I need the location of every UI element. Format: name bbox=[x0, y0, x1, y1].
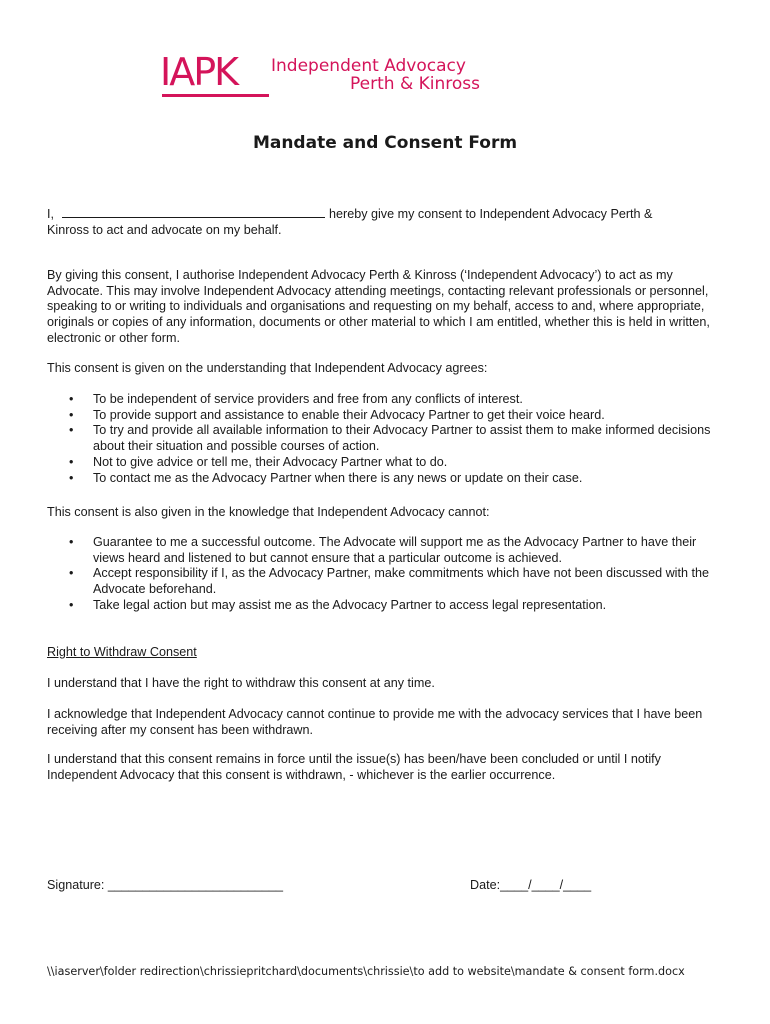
list-item: • To be independent of service providers and free from any conflicts of interest. bbox=[69, 392, 523, 406]
consent-continuation: Kinross to act and advocate on my behalf. bbox=[47, 222, 282, 237]
agrees-intro: This consent is given on the understanding that Independent Advocacy agrees: bbox=[47, 361, 488, 375]
logo-name-line2: Perth & Kinross bbox=[350, 74, 480, 94]
bullet-icon: • bbox=[69, 423, 74, 438]
bullet-icon: • bbox=[69, 535, 74, 549]
date-label: Date:____/____/____ bbox=[470, 878, 592, 892]
organisation-logo bbox=[160, 50, 540, 98]
agrees-list bbox=[47, 392, 719, 486]
bullet-icon: • bbox=[69, 392, 74, 406]
withdraw-paragraph-2: I acknowledge that Independent Advocacy cannot continue to provide me with the advocacy services that I have been receiving after my consent has been withdrawn. bbox=[47, 707, 703, 737]
document-file-path: \\iaserver\folder redirection\chrissiepritchard\documents\chrissie\to add to website\mandate & consent form.docx bbox=[47, 965, 685, 978]
withdraw-heading: Right to Withdraw Consent bbox=[47, 645, 197, 659]
bullet-icon: • bbox=[69, 454, 74, 469]
signature-label: Signature: _________________________ bbox=[47, 878, 284, 892]
name-blank-line[interactable] bbox=[62, 206, 325, 218]
consent-prefix: I, bbox=[47, 207, 54, 221]
logo-underline bbox=[162, 94, 269, 97]
list-item: • Take legal action but may assist me as the Advocacy Partner to access legal representation. bbox=[69, 597, 607, 612]
authorise-paragraph: By giving this consent, I authorise Independent Advocacy Perth & Kinross (‘Independent Advocacy’) to act as my Advocate. This may involve Independent Advocacy attending meetings, contacting relevant professionals or personnel, speaking to or writing to individuals and organisations and requesting on my behalf, access to and, where appropriate, originals or copies of any information, documents or other material to which I am entitled, whether this is held in written, electronic or other form. bbox=[47, 268, 710, 345]
signature-field[interactable] bbox=[47, 878, 283, 892]
cannot-list bbox=[47, 535, 719, 614]
list-item: • To contact me as the Advocacy Partner when there is any news or update on their case. bbox=[69, 470, 583, 485]
form-title: Mandate and Consent Form bbox=[252, 133, 518, 153]
withdraw-paragraph-1: I understand that I have the right to withdraw this consent at any time. bbox=[47, 676, 435, 690]
list-item: • Accept responsibility if I, as the Advocacy Partner, make commitments which have not been discussed with the Advocate beforehand. bbox=[69, 566, 709, 597]
list-item: • To provide support and assistance to enable their Advocacy Partner to get their voice heard. bbox=[69, 407, 605, 422]
bullet-icon: • bbox=[69, 470, 74, 485]
list-item: • To try and provide all available information to their Advocacy Partner to assist them to make informed decisions about their situation and possible courses of action. bbox=[69, 423, 711, 454]
cannot-intro: This consent is also given in the knowledge that Independent Advocacy cannot: bbox=[47, 505, 490, 519]
logo-name-line1: Independent Advocacy bbox=[271, 56, 466, 76]
list-item: • Guarantee to me a successful outcome. The Advocate will support me as the Advocacy Partner to have their views heard and listened to but cannot ensure that a particular outcome is achieved. bbox=[69, 535, 697, 565]
consent-suffix: hereby give my consent to Independent Advocacy Perth & bbox=[329, 207, 653, 221]
list-item: • Not to give advice or tell me, their Advocacy Partner what to do. bbox=[69, 454, 448, 469]
logo-mark: IAPK bbox=[160, 50, 238, 94]
date-field[interactable] bbox=[470, 878, 591, 892]
bullet-icon: • bbox=[69, 597, 74, 612]
withdraw-paragraph-3: I understand that this consent remains in force until the issue(s) has been/have been concluded or until I notify Independent Advocacy that this consent is withdrawn, - whichever is the earlier occurrence. bbox=[47, 752, 661, 782]
consent-statement bbox=[47, 206, 719, 238]
bullet-icon: • bbox=[69, 407, 74, 422]
bullet-icon: • bbox=[69, 566, 74, 581]
